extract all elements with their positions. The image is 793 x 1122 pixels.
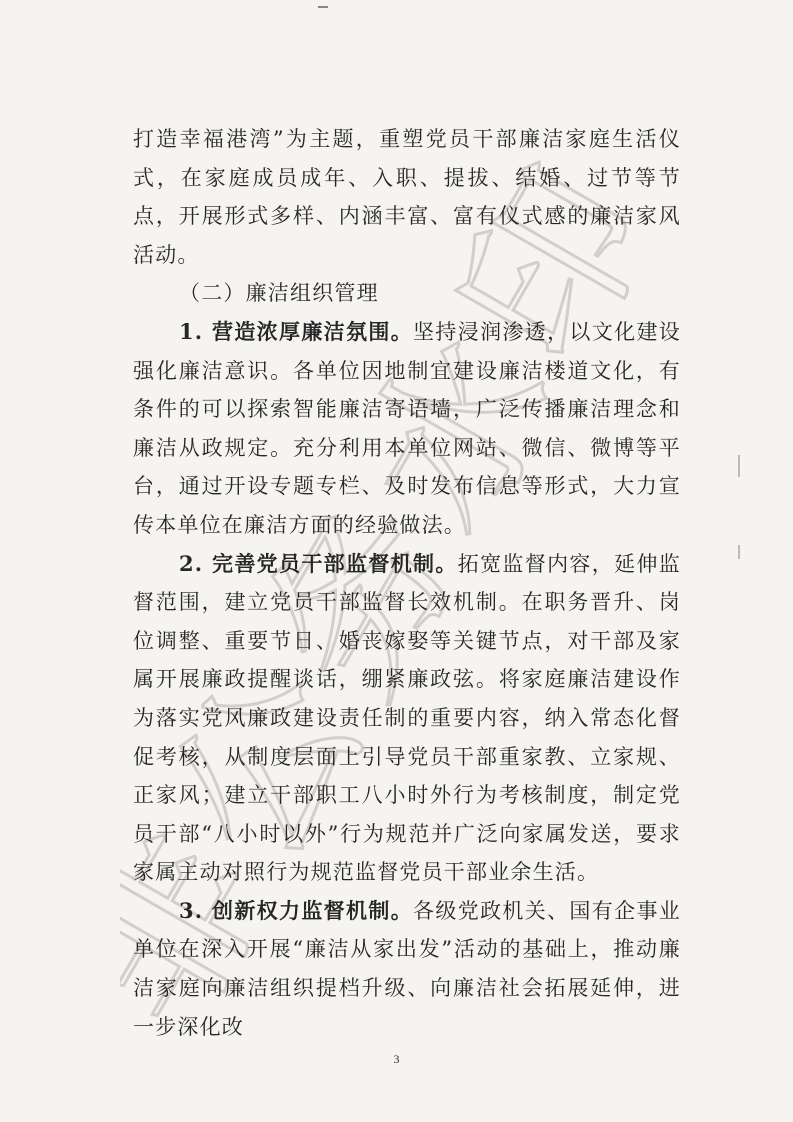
paragraph-continued [133, 120, 681, 274]
page-number: 3 [393, 1052, 400, 1066]
section-heading [133, 274, 681, 313]
paragraph-heading: 3. 创新权力监督机制。 [179, 897, 414, 923]
paragraph-text: 坚持浸润渗透，以文化建设强化廉洁意识。各单位因地制宜建设廉洁楼道文化，有条件的可以探索智能廉洁寄语墙，广泛传播廉洁理念和廉洁从政规定。充分利用本单位网站、微信、微博等平台，通过开设专题专栏、及时发布信息等形式，大力宣传本单位在廉洁方面的经验做法。 [133, 319, 681, 537]
paragraph-heading: 1. 营造浓厚廉洁氛围。 [179, 318, 414, 344]
paragraph-3 [133, 892, 681, 1046]
paragraph-text: 打造幸福港湾”为主题，重塑党员干部廉洁家庭生活仪式，在家庭成员成年、入职、提拔、结婚、过节等节点，开展形式多样、内涵丰富、富有仪式感的廉洁家风活动。 [133, 127, 681, 267]
section-heading-text: （二）廉洁组织管理 [179, 281, 379, 306]
svg-text:非公务水印: 非公务水印 [120, 125, 698, 1060]
scan-mark [318, 6, 328, 8]
scan-smudge [738, 455, 740, 477]
body-text [133, 120, 681, 1046]
paragraph-2 [133, 545, 681, 892]
paragraph-text: 拓宽监督内容，延伸监督范围，建立党员干部监督长效机制。在职务晋升、岗位调整、重要节日、婚丧嫁娶等关键节点，对干部及家属开展廉政提醒谈话，绷紧廉政弦。将家庭廉洁建设作为落实党风廉政建设责任制的重要内容，纳入常态化督促考核，从制度层面上引导党员干部重家教、立家规、正家风；建立干部职工八小时外行为考核制度，制定党员干部“八小时以外”行为规范并广泛向家属发送，要求家属主动对照行为规范监督党员干部业余生活。 [133, 551, 681, 885]
paragraph-1 [133, 313, 681, 545]
paragraph-text: 各级党政机关、国有企事业单位在深入开展“廉洁从家出发”活动的基础上，推动廉洁家庭向廉洁组织提档升级、向廉洁社会拓展延伸，进一步深化改 [133, 898, 681, 1039]
scan-smudge [738, 545, 740, 559]
paragraph-heading: 2. 完善党员干部监督机制。 [179, 550, 458, 576]
